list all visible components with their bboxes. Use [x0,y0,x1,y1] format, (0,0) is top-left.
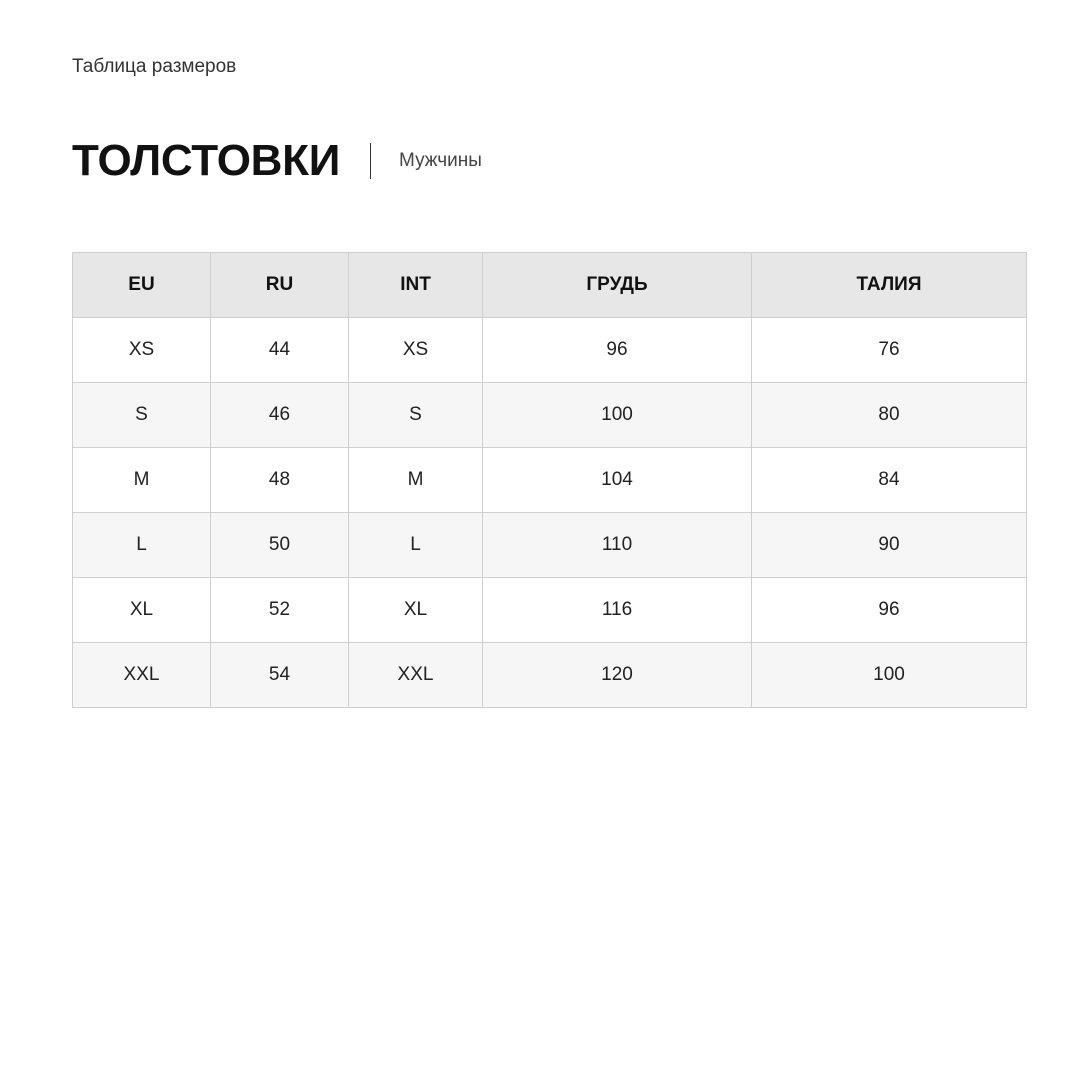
cell-chest: 100 [483,383,752,448]
cell-waist: 96 [752,578,1027,643]
cell-waist: 90 [752,513,1027,578]
column-header-int: INT [349,253,483,318]
cell-int: XL [349,578,483,643]
cell-ru: 50 [211,513,349,578]
table-row [73,643,1027,708]
cell-chest: 96 [483,318,752,383]
cell-ru: 52 [211,578,349,643]
table-header-row [73,253,1027,318]
cell-chest: 116 [483,578,752,643]
page-kicker: Таблица размеров [72,56,237,77]
cell-eu: M [73,448,211,513]
cell-eu: XS [73,318,211,383]
cell-ru: 48 [211,448,349,513]
cell-waist: 80 [752,383,1027,448]
table-row [73,318,1027,383]
column-header-waist: ТАЛИЯ [752,253,1027,318]
cell-int: XS [349,318,483,383]
cell-int: XXL [349,643,483,708]
table-row [73,383,1027,448]
page-title: ТОЛСТОВКИ [72,136,341,185]
table-row [73,448,1027,513]
page-subtitle: Мужчины [399,150,482,171]
cell-ru: 46 [211,383,349,448]
column-header-eu: EU [73,253,211,318]
cell-chest: 110 [483,513,752,578]
cell-ru: 54 [211,643,349,708]
title-divider [370,143,371,179]
cell-waist: 84 [752,448,1027,513]
page-heading [72,134,482,188]
cell-waist: 100 [752,643,1027,708]
table-row [73,513,1027,578]
size-table [72,252,1027,708]
cell-eu: XL [73,578,211,643]
table-row [73,578,1027,643]
cell-ru: 44 [211,318,349,383]
cell-int: S [349,383,483,448]
cell-chest: 104 [483,448,752,513]
cell-chest: 120 [483,643,752,708]
cell-waist: 76 [752,318,1027,383]
cell-eu: S [73,383,211,448]
column-header-chest: ГРУДЬ [483,253,752,318]
cell-eu: L [73,513,211,578]
cell-eu: XXL [73,643,211,708]
cell-int: M [349,448,483,513]
cell-int: L [349,513,483,578]
column-header-ru: RU [211,253,349,318]
